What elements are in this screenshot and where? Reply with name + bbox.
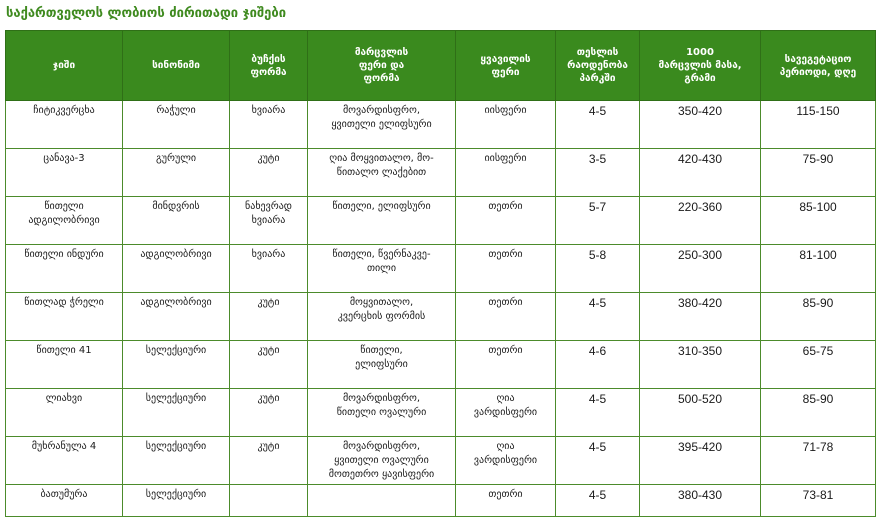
cell-vegetation-period: 85-90 bbox=[761, 293, 876, 341]
cell-seed-color-shape bbox=[308, 485, 456, 517]
cell-synonym: მინდვრის bbox=[123, 197, 230, 245]
table-row bbox=[6, 245, 876, 293]
cell-synonym: სელექციური bbox=[123, 437, 230, 485]
table-row bbox=[6, 389, 876, 437]
header-variety: ჯიში bbox=[6, 31, 123, 101]
cell-variety: წითელი 41 bbox=[6, 341, 123, 389]
cell-vegetation-period: 73-81 bbox=[761, 485, 876, 517]
cell-seeds-per-pod: 5-8 bbox=[556, 245, 640, 293]
cell-seeds-per-pod: 4-6 bbox=[556, 341, 640, 389]
cell-bush-form: კუტი bbox=[230, 437, 308, 485]
cell-1000-seed-mass: 220-360 bbox=[640, 197, 761, 245]
cell-vegetation-period: 85-90 bbox=[761, 389, 876, 437]
cell-bush-form: კუტი bbox=[230, 293, 308, 341]
table-row bbox=[6, 101, 876, 149]
cell-1000-seed-mass: 250-300 bbox=[640, 245, 761, 293]
table-header-row bbox=[6, 31, 876, 101]
cell-seed-color-shape: წითელი, წვერნაკვე- თილი bbox=[308, 245, 456, 293]
cell-vegetation-period: 115-150 bbox=[761, 101, 876, 149]
cell-synonym: ადგილობრივი bbox=[123, 245, 230, 293]
cell-seed-color-shape: წითელი, ელიფსური bbox=[308, 341, 456, 389]
cell-1000-seed-mass: 395-420 bbox=[640, 437, 761, 485]
cell-bush-form bbox=[230, 485, 308, 517]
header-flower-color: ყვავილის ფერი bbox=[456, 31, 556, 101]
cell-bush-form: კუტი bbox=[230, 389, 308, 437]
cell-variety: წითელი ადგილობრივი bbox=[6, 197, 123, 245]
cell-flower-color: თეთრი bbox=[456, 341, 556, 389]
cell-variety: ბათუმურა bbox=[6, 485, 123, 517]
header-seeds-per-pod: თესლის რაოდენობა პარკში bbox=[556, 31, 640, 101]
cell-1000-seed-mass: 500-520 bbox=[640, 389, 761, 437]
table-row bbox=[6, 149, 876, 197]
table-row bbox=[6, 485, 876, 517]
cell-seed-color-shape: მოვარდისფრო, ყვითელი ელიფსური bbox=[308, 101, 456, 149]
cell-synonym: რაჭული bbox=[123, 101, 230, 149]
cell-variety: ჩიტიკვერცხა bbox=[6, 101, 123, 149]
cell-bush-form: ნახევრად ხვიარა bbox=[230, 197, 308, 245]
cell-vegetation-period: 85-100 bbox=[761, 197, 876, 245]
cell-flower-color: იისფერი bbox=[456, 101, 556, 149]
page-title: საქართველოს ლობიოს ძირითადი ჯიშები bbox=[6, 6, 287, 21]
cell-seeds-per-pod: 4-5 bbox=[556, 101, 640, 149]
cell-synonym: ადგილობრივი bbox=[123, 293, 230, 341]
cell-seeds-per-pod: 4-5 bbox=[556, 389, 640, 437]
cell-flower-color: თეთრი bbox=[456, 197, 556, 245]
cell-variety: მუხრანულა 4 bbox=[6, 437, 123, 485]
cell-variety: ცანავა-3 bbox=[6, 149, 123, 197]
cell-bush-form: კუტი bbox=[230, 341, 308, 389]
cell-bush-form: ხვიარა bbox=[230, 101, 308, 149]
cell-variety: წითლად ჭრელი bbox=[6, 293, 123, 341]
cell-flower-color: იისფერი bbox=[456, 149, 556, 197]
header-1000-seed-mass: 1000 მარცვლის მასა, გრამი bbox=[640, 31, 761, 101]
cell-vegetation-period: 71-78 bbox=[761, 437, 876, 485]
cell-synonym: გურული bbox=[123, 149, 230, 197]
cell-flower-color: ღია ვარდისფერი bbox=[456, 389, 556, 437]
table-row bbox=[6, 437, 876, 485]
table-row bbox=[6, 293, 876, 341]
cell-vegetation-period: 81-100 bbox=[761, 245, 876, 293]
header-vegetation-period: სავეგეტაციო პერიოდი, დღე bbox=[761, 31, 876, 101]
cell-1000-seed-mass: 380-430 bbox=[640, 485, 761, 517]
header-synonym: სინონიმი bbox=[123, 31, 230, 101]
cell-variety: წითელი ინდური bbox=[6, 245, 123, 293]
cell-seeds-per-pod: 4-5 bbox=[556, 485, 640, 517]
table-row bbox=[6, 341, 876, 389]
cell-flower-color: ღია ვარდისფერი bbox=[456, 437, 556, 485]
cell-1000-seed-mass: 420-430 bbox=[640, 149, 761, 197]
cell-vegetation-period: 65-75 bbox=[761, 341, 876, 389]
cell-synonym: სელექციური bbox=[123, 485, 230, 517]
cell-seed-color-shape: მოყვითალო, კვერცხის ფორმის bbox=[308, 293, 456, 341]
cell-seed-color-shape: ღია მოყვითალო, მო- წითალო ლაქებით bbox=[308, 149, 456, 197]
cell-seed-color-shape: წითელი, ელიფსური bbox=[308, 197, 456, 245]
cell-1000-seed-mass: 310-350 bbox=[640, 341, 761, 389]
cell-seed-color-shape: მოვარდისფრო, წითელი ოვალური bbox=[308, 389, 456, 437]
cell-seeds-per-pod: 5-7 bbox=[556, 197, 640, 245]
cell-seed-color-shape: მოვარდისფრო, ყვითელი ოვალური მოთეთრო ყავისფერი bbox=[308, 437, 456, 485]
cell-variety: ლიახვი bbox=[6, 389, 123, 437]
cell-seeds-per-pod: 4-5 bbox=[556, 293, 640, 341]
cell-flower-color: თეთრი bbox=[456, 293, 556, 341]
cell-bush-form: ხვიარა bbox=[230, 245, 308, 293]
cell-synonym: სელექციური bbox=[123, 389, 230, 437]
header-seed-color-shape: მარცვლის ფერი და ფორმა bbox=[308, 31, 456, 101]
cell-vegetation-period: 75-90 bbox=[761, 149, 876, 197]
cell-seeds-per-pod: 4-5 bbox=[556, 437, 640, 485]
bean-varieties-table bbox=[5, 30, 876, 517]
cell-flower-color: თეთრი bbox=[456, 485, 556, 517]
cell-synonym: სელექციური bbox=[123, 341, 230, 389]
header-bush-form: ბუჩქის ფორმა bbox=[230, 31, 308, 101]
cell-seeds-per-pod: 3-5 bbox=[556, 149, 640, 197]
table-row bbox=[6, 197, 876, 245]
cell-flower-color: თეთრი bbox=[456, 245, 556, 293]
cell-bush-form: კუტი bbox=[230, 149, 308, 197]
cell-1000-seed-mass: 380-420 bbox=[640, 293, 761, 341]
cell-1000-seed-mass: 350-420 bbox=[640, 101, 761, 149]
